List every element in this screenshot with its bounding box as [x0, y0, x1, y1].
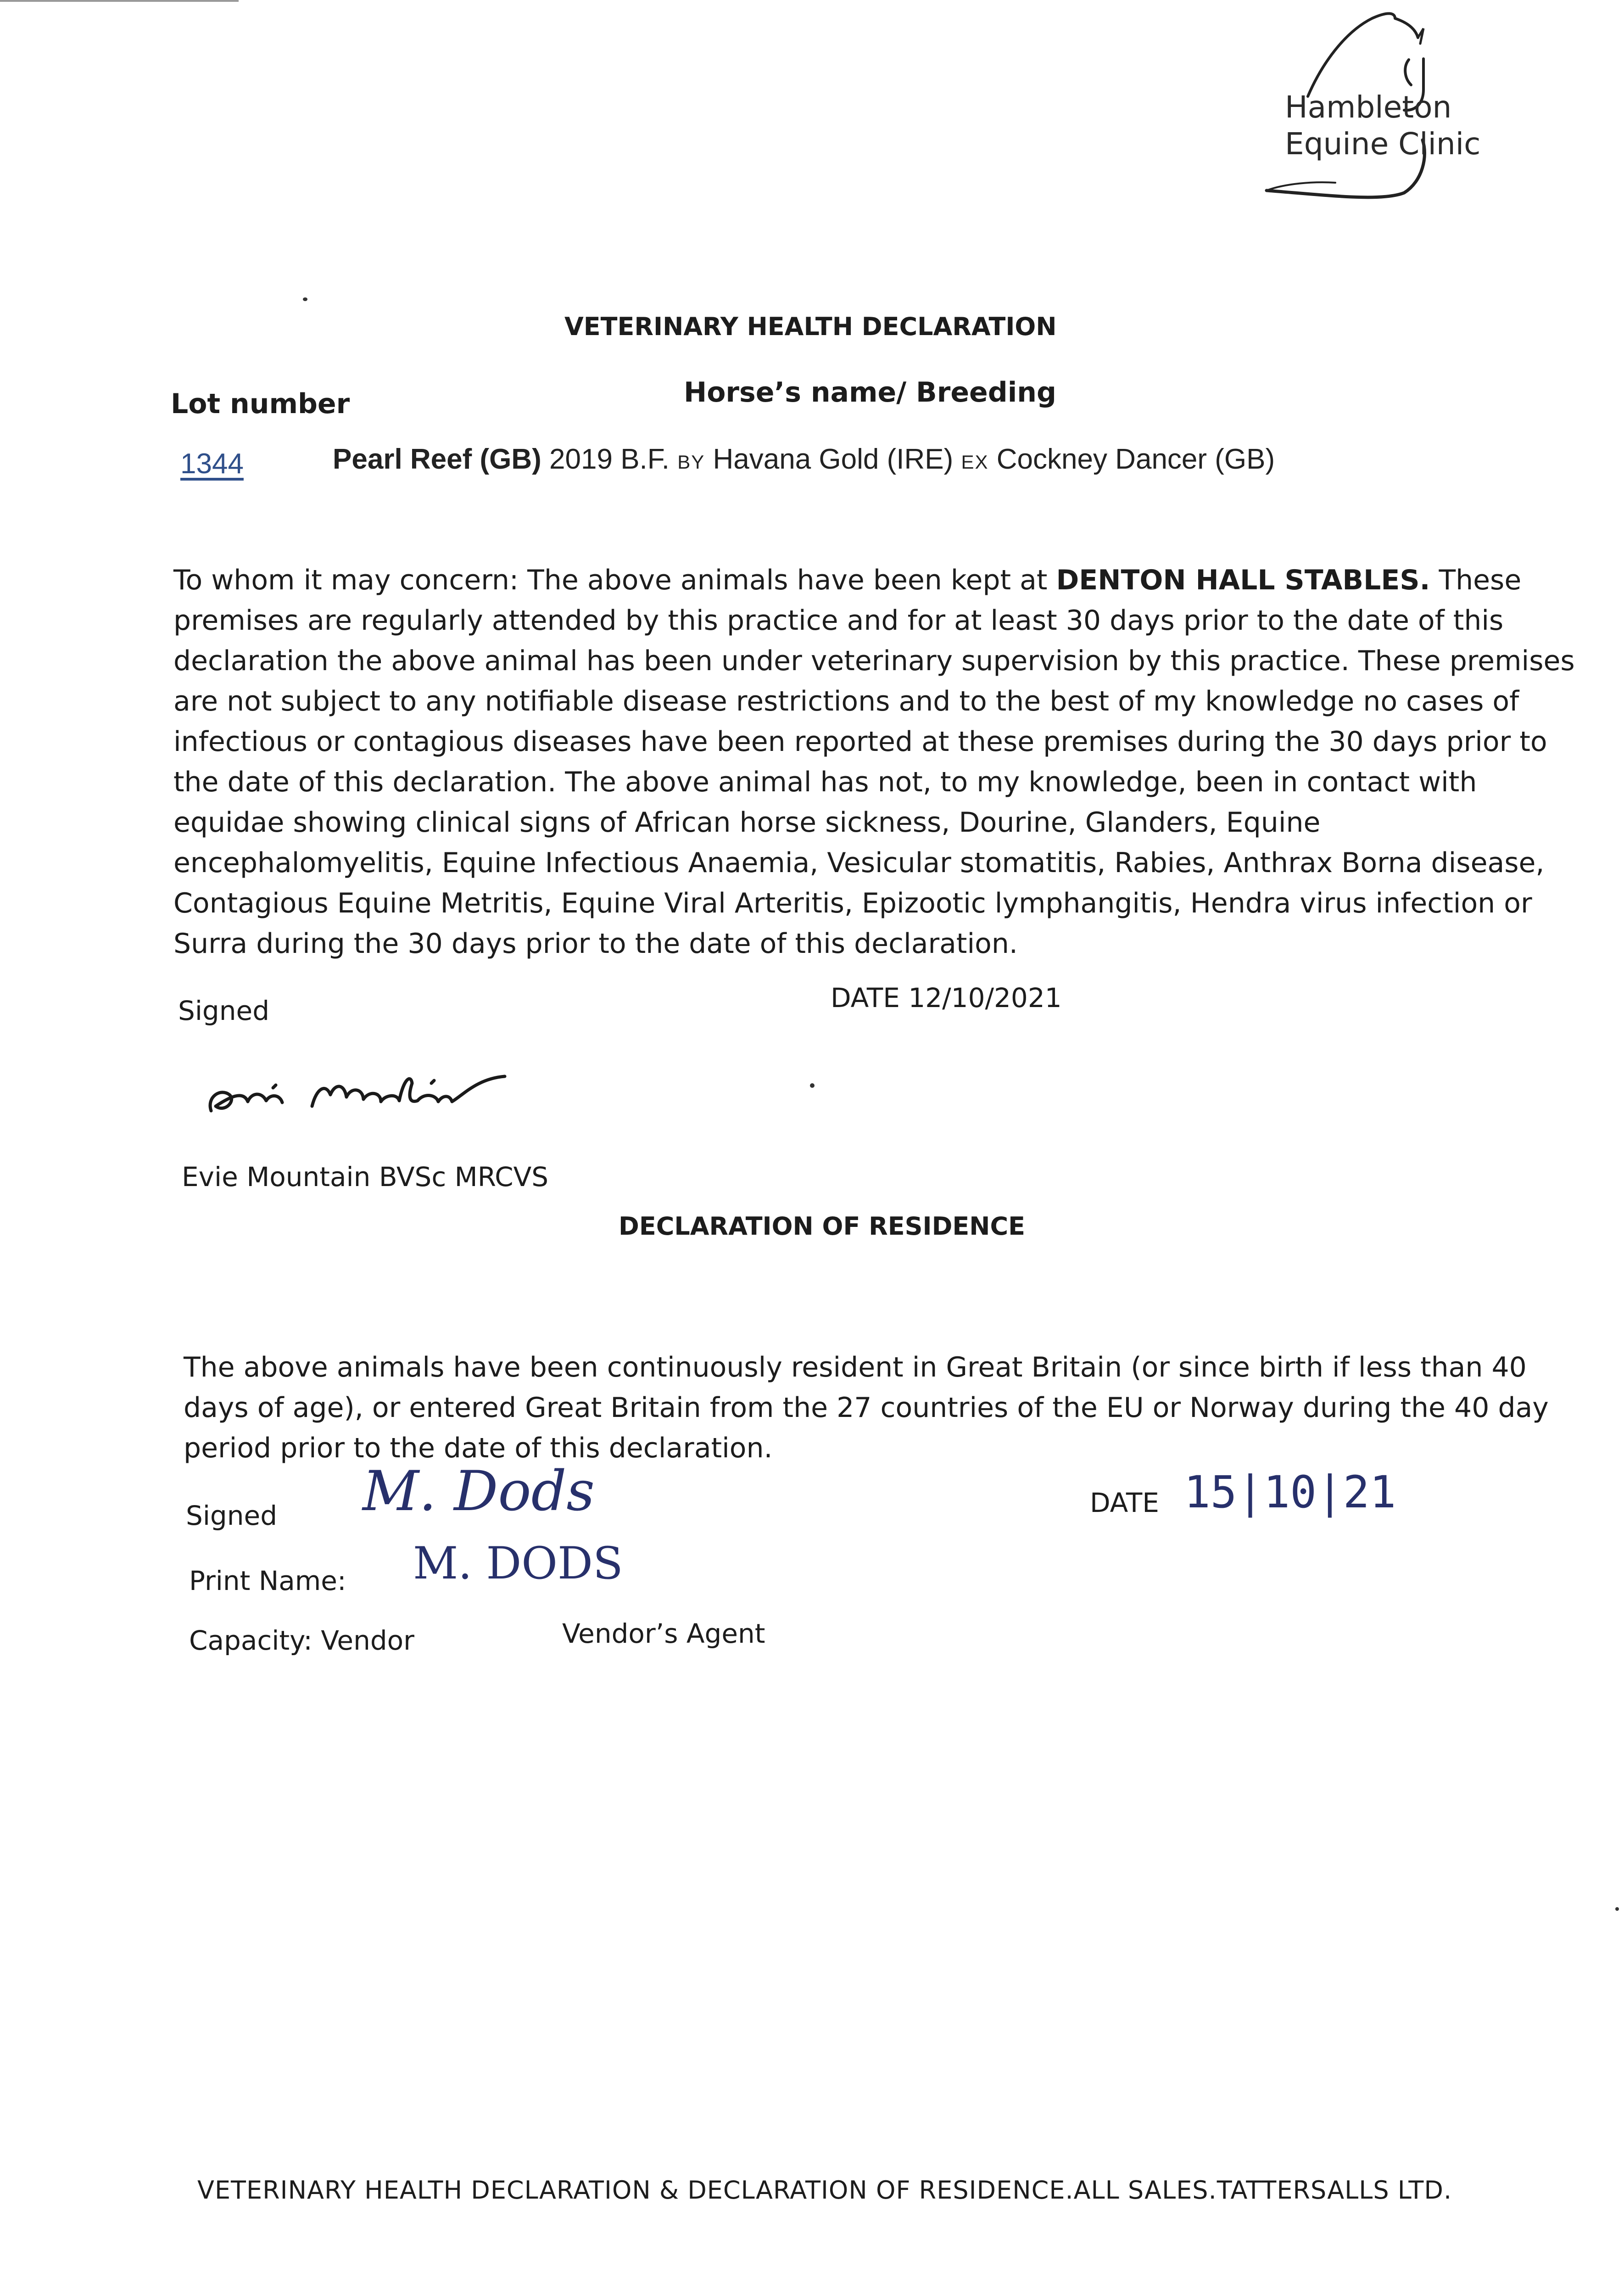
scan-speck [1615, 1907, 1619, 1911]
paragraph-line: infectious or contagious diseases have been reported at these premises during the 30 days prior to [173, 726, 1547, 758]
capacity-vendor-label: Capacity: Vendor [189, 1625, 414, 1656]
paragraph-line: days of age), or entered Great Britain from the 27 countries of the EU or Norway during the 40 day [184, 1392, 1549, 1424]
paragraph-line: are not subject to any notifiable disease restrictions and to the best of my knowledge no cases of [173, 685, 1519, 717]
horse-name-header: Horse’s name/ Breeding [684, 376, 1056, 409]
paragraph-line: The above animals have been continuously resident in Great Britain (or since birth if less than 40 [184, 1351, 1527, 1383]
paragraph-line: encephalomyelitis, Equine Infectious Anaemia, Vesicular stomatitis, Rabies, Anthrax Borna disease, [173, 847, 1545, 879]
horse-details: 2019 B.F. [541, 443, 678, 475]
logo-line-1: Hambleton [1285, 90, 1452, 125]
lot-number-value: 1344 [180, 448, 244, 480]
paragraph-line: equidae showing clinical signs of African horse sickness, Dourine, Glanders, Equine [173, 806, 1321, 839]
logo-line-2: Equine Clinic [1285, 126, 1481, 162]
paragraph-line: period prior to the date of this declaration. [184, 1432, 773, 1464]
horse-name: Pearl Reef (GB) [333, 443, 541, 475]
residence-paragraph [184, 1347, 1549, 1468]
residence-signature: M. Dods [363, 1460, 595, 1523]
residence-signed-label: Signed [186, 1500, 278, 1531]
health-signed-label: Signed [178, 995, 270, 1026]
stables-name: DENTON HALL STABLES. [1056, 564, 1430, 596]
paragraph-line: declaration the above animal has been under veterinary supervision by this practice. These premises [173, 645, 1575, 677]
health-signatory: Evie Mountain BVSc MRCVS [182, 1161, 549, 1192]
paragraph-text: These [1430, 564, 1522, 596]
lot-number-header: Lot number [171, 388, 350, 420]
by-word: BY [677, 451, 705, 473]
paragraph-line: Contagious Equine Metritis, Equine Viral Arteritis, Epizootic lymphangitis, Hendra virus infection or [173, 887, 1532, 919]
paragraph-line: the date of this declaration. The above animal has not, to my knowledge, been in contact with [173, 766, 1477, 798]
health-date: DATE 12/10/2021 [831, 982, 1062, 1013]
residence-declaration-title: DECLARATION OF RESIDENCE [619, 1212, 1026, 1241]
health-declaration-title: VETERINARY HEALTH DECLARATION [564, 312, 1057, 341]
scan-edge-line [0, 0, 239, 2]
paragraph-text: To whom it may concern: The above animals have been kept at [173, 564, 1056, 596]
footer-text: VETERINARY HEALTH DECLARATION & DECLARATION OF RESIDENCE.ALL SALES.TATTERSALLS LTD. [197, 2176, 1452, 2205]
health-signature [193, 1051, 532, 1134]
residence-date-label: DATE [1090, 1487, 1159, 1518]
print-name-label: Print Name: [189, 1565, 346, 1596]
vendors-agent-label: Vendor’s Agent [562, 1618, 765, 1649]
scan-speck [303, 297, 307, 301]
horse-sire: Havana Gold (IRE) [705, 443, 961, 475]
scan-speck [810, 1083, 815, 1088]
ex-word: EX [961, 451, 989, 473]
horse-dam: Cockney Dancer (GB) [988, 443, 1275, 475]
paragraph-line: Surra during the 30 days prior to the date of this declaration. [173, 928, 1018, 960]
paragraph-line [173, 560, 1575, 600]
print-name-value: M. DODS [413, 1538, 623, 1589]
horse-breeding-line [333, 443, 1275, 476]
residence-date-handwritten: 15|10|21 [1184, 1467, 1396, 1518]
paragraph-line: premises are regularly attended by this practice and for at least 30 days prior to the date of this [173, 605, 1504, 637]
health-declaration-paragraph [173, 560, 1575, 964]
